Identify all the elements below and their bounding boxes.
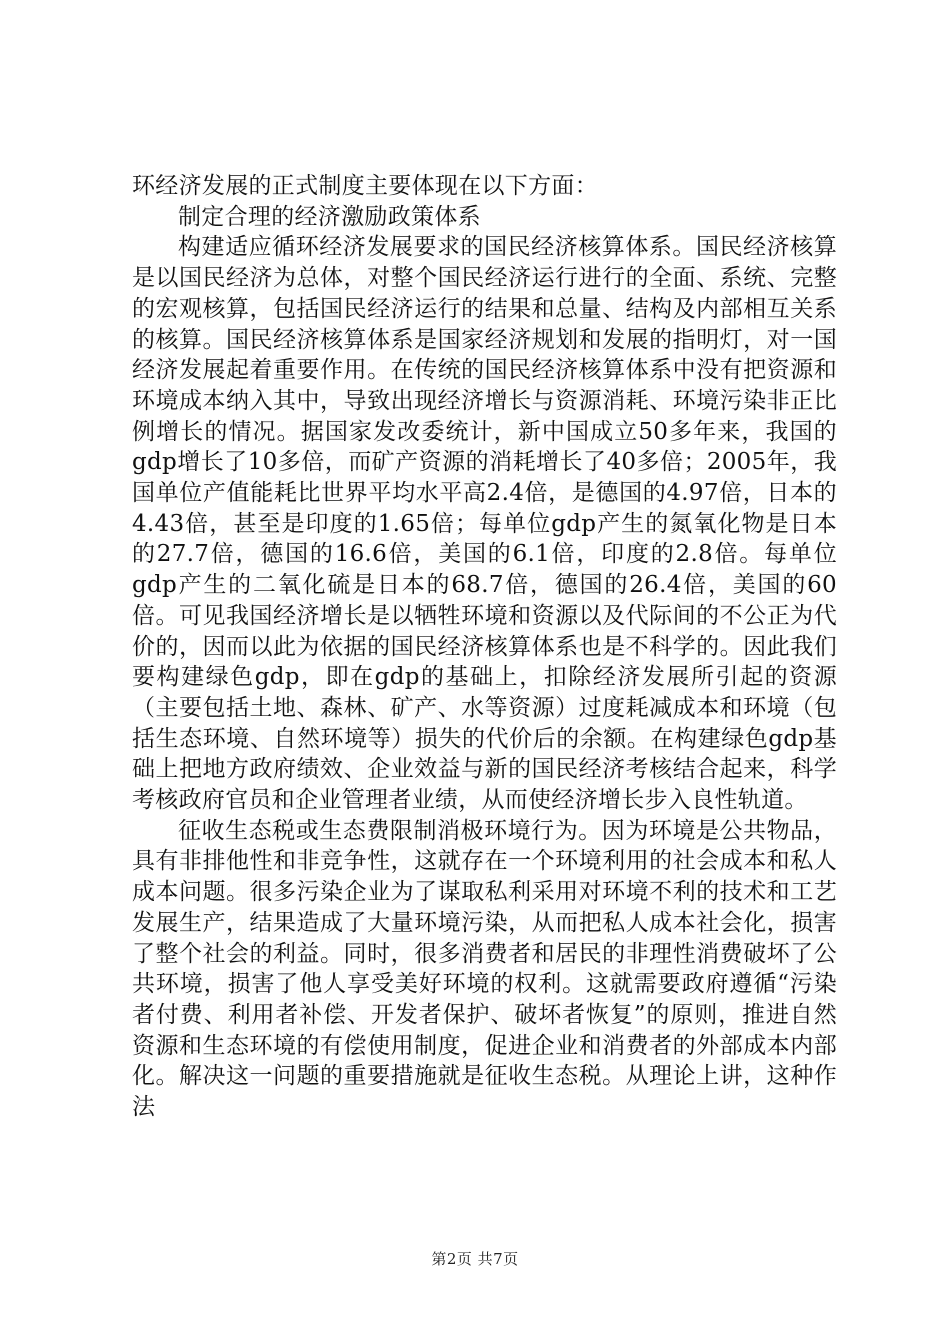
page-footer: 第2页 共7页 [431,1250,519,1268]
paragraph-accounting-system: 构建适应循环经济发展要求的国民经济核算体系。国民经济核算是以国民经济为总体，对整个国民经济运行进行的全面、系统、完整的宏观核算，包括国民经济运行的结果和总量、结构及内部相互关系的核算。国民经济核算体系是国家经济规划和发展的指明灯，对一国经济发展起着重要作用。在传统的国民经济核算体系中没有把资源和环境成本纳入其中，导致出现经济增长与资源消耗、环境污染非正比例增长的情况。据国家发改委统计，新中国成立50多年来，我国的gdp增长了10多倍，而矿产资源的消耗增长了40多倍；2005年，我国单位产值能耗比世界平均水平高2.4倍，是德国的4.97倍，日本的4.43倍，甚至是印度的1.65倍；每单位gdp产生的氮氧化物是日本的27.7倍，德国的16.6倍，美国的6.1倍，印度的2.8倍。每单位gdp产生的二氧化硫是日本的68.7倍，德国的26.4倍，美国的60倍。可见我国经济增长是以牺牲环境和资源以及代际间的不公正为代价的，因而以此为依据的国民经济核算体系也是不科学的。因此我们要构建绿色gdp，即在gdp的基础上，扣除经济发展所引起的资源（主要包括土地、森林、矿产、水等资源）过度耗减成本和环境（包括生态环境、自然环境等）损失的代价后的余额。在构建绿色gdp基础上把地方政府绩效、企业效益与新的国民经济考核结合起来，科学考核政府官员和企业管理者业绩，从而使经济增长步入良性轨道。 [132,234,837,814]
section-heading: 制定合理的经济激励政策体系 [178,203,481,230]
paragraph-ecological-tax: 征收生态税或生态费限制消极环境行为。因为环境是公共物品，具有非排他性和非竞争性，这就存在一个环境利用的社会成本和私人成本问题。很多污染企业为了谋取私利采用对环境不利的技术和工艺发展生产，结果造成了大量环境污染，从而把私人成本社会化，损害了整个社会的利益。同时，很多消费者和居民的非理性消费破坏了公共环境，损害了他人享受美好环境的权利。这就需要政府遵循“污染者付费、利用者补偿、开发者保护、破坏者恢复”的原则，推进自然资源和生态环境的有偿使用制度，促进企业和消费者的外部成本内部化。解决这一问题的重要措施就是征收生态税。从理论上讲，这种作法 [132,817,837,1121]
document-body [132,171,837,1123]
paragraph-intro: 环经济发展的正式制度主要体现在以下方面： [132,173,598,199]
